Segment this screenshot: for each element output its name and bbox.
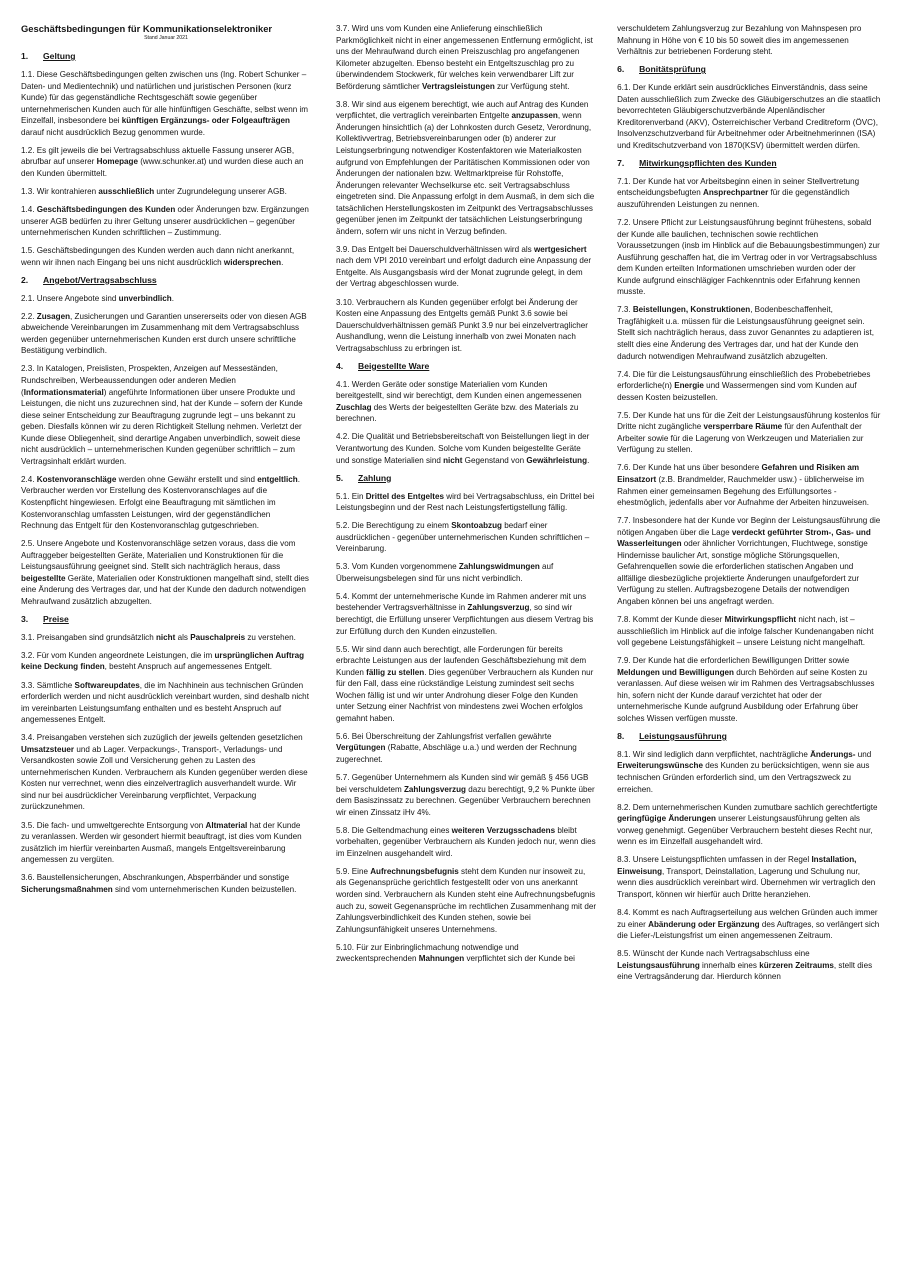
clause-paragraph	[21, 293, 309, 305]
emphasized-text: Sicherungsmaßnahmen	[21, 884, 113, 894]
clause-text: 8.1. Wir sind lediglich dann verpflichtet, nachträgliche	[617, 749, 811, 759]
clause-text: , wenn Änderungen hinsichtlich (a) der Lohnkosten durch Gesetz, Verordnung, Kollektivvertrag, Betriebsvereinbarungen oder (b) anderer zur Leistungserbringung notwendiger Kostenfaktoren wie Materialkosten aufgrund von Empfehlungen der Paritätischen Kommissionen oder von Änderungen der nationalen bzw. Weltmarktpreise für Rohstoffe, Änderungen relevanter Wechselkurse etc. seit Vertragsabschluss eingetreten sind. Die Anpassung erfolgt in dem Ausmaß, in dem sich die tatsächlichen Herstellungskosten im Zeitpunkt des Vertragsabschlusses gegenüber jenen im Zeitpunkt der tatsächlichen Leistungserbringung ändern, sofern wir uns nicht in Verzug befinden.	[336, 111, 595, 236]
emphasized-text: fällig zu stellen	[366, 667, 425, 677]
clause-text: 7.1. Der Kunde hat vor Arbeitsbeginn einen in seiner Stellvertretung entscheidungsbefugten	[617, 176, 860, 198]
section-title: Mitwirkungspflichten des Kunden	[639, 157, 777, 168]
clause-text: , so sind wir berechtigt, die Erfüllung unserer Verpflichtungen aus diesem Vertrag bis zur Erfüllung durch den Kunden einzustellen.	[336, 603, 594, 636]
clause-paragraph	[21, 538, 309, 607]
clause-text: 7.8. Kommt der Kunde dieser	[617, 615, 725, 625]
clause-text: 4.1. Werden Geräte oder sonstige Materialien vom Kunden bereitgestellt, sind wir berechtigt, dem Kunden einen angemessenen	[336, 379, 582, 401]
clause-text: 5.6. Bei Überschreitung der Zahlungsfrist verfallen gewährte	[336, 731, 552, 741]
clause-text: (Rabatte, Abschläge u.a.) und werden der Rechnung zugerechnet.	[336, 743, 577, 765]
clause-paragraph	[336, 244, 596, 290]
emphasized-text: beigestellte	[21, 573, 66, 583]
section-heading	[336, 361, 596, 372]
clause-paragraph	[617, 217, 881, 298]
clause-text: 3.4. Preisangaben verstehen sich zuzüglich der jeweils geltenden gesetzlichen	[21, 733, 303, 743]
clause-text: , besteht Anspruch auf angemessenes Entgelt.	[104, 662, 273, 672]
emphasized-text: versperrbare Räume	[703, 422, 783, 432]
clause-text: 5.5. Wir sind dann auch berechtigt, alle Forderungen für bereits erbrachte Leistungen aus der laufenden Geschäftsbeziehung mit dem Kunden	[336, 644, 587, 677]
emphasized-text: Drittel des Entgeltes	[365, 491, 444, 501]
emphasized-text: Vergütungen	[336, 743, 386, 753]
emphasized-text: Meldungen und Bewilligungen	[617, 667, 734, 677]
clause-text: .	[171, 293, 174, 303]
clause-text: für die gegenständlich auszuführenden Leistungen zu nennen.	[617, 188, 850, 210]
clause-paragraph	[21, 872, 309, 895]
clause-text: verschuldetem Zahlungsverzug zur Bezahlung von Mahnspesen pro Mahnung in Höhe von € 10 bis 50 soweit dies im angemessenen Verhältnis zur betriebenen Forderung steht.	[617, 24, 862, 57]
clause-text: 2.2.	[21, 311, 37, 321]
clause-text: 2.3. In Katalogen, Preislisten, Prospekten, Anzeigen auf Messeständen, Rundschreiben, Werbeaussendungen oder anderen Medien (	[21, 364, 278, 397]
clause-text: 7.3.	[617, 305, 633, 315]
clause-text: 3.7. Wird uns vom Kunden eine Anlieferung einschließlich Parkmöglichkeit nicht in einer angemessenen Entfernung ermöglicht, ist uns der Mehraufwand durch einen Preiszuschlag pro angefangenen Kilometer abzugelten. Ebenso besteht ein Entgeltszuschlag pro zu überwindendem Stockwerk, für welches kein verwendbarer Lift zur Beförderung sämtlicher	[336, 24, 593, 91]
clause-text: .	[587, 455, 590, 465]
clause-text: oder Änderungen bzw. Ergänzungen unserer AGB bedürfen zu ihrer Geltung unserer ausdrücklichen – gegenüber unternehmerischen Kunden schriftlichen – Zustimmung.	[21, 204, 309, 238]
clause-text: nicht nach, ist – ausschließlich im Hinblick auf die infolge falscher Kundenangaben nicht voll gegebene Leistungsfähigkeit – unsere Leistung nicht mangelhaft.	[617, 615, 874, 648]
clause-paragraph	[336, 23, 596, 92]
emphasized-text: wertgesichert	[533, 244, 587, 254]
column-2	[336, 23, 596, 989]
emphasized-text: Zahlungsverzug	[403, 784, 466, 794]
emphasized-text: widersprechen	[223, 257, 282, 267]
emphasized-text: anzupassen	[511, 111, 558, 121]
emphasized-text: künftigen Ergänzungs- oder Folgeaufträgen	[121, 116, 290, 126]
clause-text: , Bodenbeschaffenheit, Tragfähigkeit u.a. müssen für die Leistungsausführung geeignet sein. Stellt sich nachträglich heraus, dass zuvor Genanntes zu adaptieren ist, stellt dies eine Änderung des Vertrages dar, und hat der Kunde den dadurch notwendigen Mehraufwand zusätzlich abzugelten.	[617, 305, 874, 361]
clause-text: 5.9. Eine	[336, 866, 371, 876]
clause-text: 1.4.	[21, 204, 37, 214]
clause-paragraph	[617, 462, 881, 508]
clause-text: 3.1. Preisangaben sind grundsätzlich	[21, 632, 156, 642]
section-heading	[21, 614, 309, 625]
emphasized-text: Zahlungsverzug	[467, 603, 530, 613]
clause-paragraph	[617, 176, 881, 211]
clause-text: nach dem VPI 2010 vereinbart und erfolgt dadurch eine Anpassung der Entgelte. Als Ausgangsbasis wird der Monat zugrunde gelegt, in dem der Vertrag abgeschlossen wurde.	[336, 256, 592, 289]
clause-text: bedarf einer ausdrücklichen - gegenüber unternehmerischen Kunden schriftlichen – Vereinbarung.	[336, 521, 590, 554]
emphasized-text: Gewährleistung	[526, 455, 588, 465]
column-3-body	[617, 23, 881, 983]
section-title: Angebot/Vertragsabschluss	[43, 274, 157, 285]
clause-text: 3.8. Wir sind aus eigenem berechtigt, wie auch auf Antrag des Kunden verpflichtet, die vertraglich vereinbarten Entgelte	[336, 99, 589, 121]
section-number: 6.	[617, 64, 625, 75]
clause-paragraph	[21, 145, 309, 180]
emphasized-text: Energie	[674, 381, 704, 391]
emphasized-text: Zahlungswidmungen	[458, 562, 540, 572]
section-title: Leistungsausführung	[639, 730, 727, 741]
clause-text: 8.2. Dem unternehmerischen Kunden zumutbare sachlich gerechtfertigte	[617, 802, 878, 812]
clause-text: .	[281, 257, 284, 267]
clause-text: zur Verfügung steht.	[494, 81, 570, 91]
section-number: 8.	[617, 730, 625, 741]
clause-text: verpflichtet sich der Kunde bei	[464, 954, 575, 964]
emphasized-text: kürzeren Zeitraums	[759, 960, 834, 970]
clause-text: , stellt dies eine Vertragsänderung dar. Hierdurch können	[617, 960, 873, 982]
clause-text: (www.schunker.at) und wurden diese auch an den Kunden übermittelt.	[21, 157, 304, 178]
clause-text: 6.1. Der Kunde erklärt sein ausdrückliches Einverständnis, dass seine Daten ausschließlich zum Zwecke des Gläubigerschutzes an die staatlich bevorrechteten Gläubigerschutzverbände Alpenländischer Kreditorenverband (AKV), Österreichischer Verband Creditreform (ÖVC), Insolvenzschutzverband für Arbeitnehmer oder Arbeitnehmerinnen (ISA) und Kreditschutzverband von 1870(KSV) übermittelt werden dürfen.	[617, 83, 881, 150]
clause-text: 7.4. Die für die Leistungsausführung einschließlich des Probebetriebes erforderliche(n)	[617, 369, 871, 391]
clause-paragraph	[617, 948, 881, 983]
emphasized-text: Änderungs-	[810, 749, 856, 759]
section-heading	[617, 731, 881, 742]
column-1-body	[21, 51, 309, 895]
clause-paragraph	[336, 591, 596, 637]
clause-text: 2.4.	[21, 474, 37, 484]
clause-paragraph	[21, 245, 309, 268]
clause-text: Gegenstand von	[462, 455, 527, 465]
emphasized-text: ausschließlich	[98, 186, 155, 196]
clause-text: 8.5. Wünscht der Kunde nach Vertragsabschluss eine	[617, 949, 810, 959]
section-heading	[21, 51, 309, 62]
emphasized-text: Zusagen	[36, 311, 71, 321]
clause-paragraph	[336, 99, 596, 238]
emphasized-text: Umsatzsteuer	[21, 744, 75, 754]
clause-paragraph	[617, 369, 881, 404]
section-title: Preise	[43, 613, 69, 624]
column-3	[617, 23, 881, 989]
clause-text: 5.2. Die Berechtigung zu einem	[336, 521, 452, 531]
clause-paragraph	[617, 655, 881, 724]
clause-text: 5.10. Für zur Einbringlichmachung notwendige und zweckentsprechenden	[336, 942, 519, 964]
emphasized-text: Informationsmaterial	[23, 387, 104, 397]
clause-text: und Wassermengen sind vom Kunden auf dessen Kosten beizustellen.	[617, 381, 857, 402]
section-number: 5.	[336, 472, 344, 483]
clause-text: , Transport, Deinstallation, Lagerung und Schulung nur, wenn dies ausdrücklich vereinbart wird. Übernehmen wir vertraglich den Transport, können wir hierfür auch Dritte heranziehen.	[617, 866, 876, 899]
clause-continuation	[617, 23, 881, 58]
clause-paragraph	[21, 311, 309, 357]
emphasized-text: geringfügige Änderungen	[617, 814, 716, 824]
clause-text: durch Behörden auf seine Kosten zu veranlassen. Auf diese weisen wir im Rahmen des Vertragsabschlusses hin, sofern nicht der Kunde darauf verzichtet hat oder der unternehmerische Kunde aufgrund Ausbildung oder Erfahrung über solches Wissen verfügen musste.	[617, 667, 875, 723]
clause-paragraph	[21, 632, 309, 644]
clause-paragraph	[336, 561, 596, 584]
emphasized-text: nicht	[155, 632, 176, 642]
clause-text: zu verstehen.	[245, 632, 296, 642]
clause-text: 1.2. Es gilt jeweils die bei Vertragsabschluss aktuelle Fassung unserer AGB, abrufbar auf unserer	[21, 145, 295, 167]
clause-text: 3.5. Die fach- und umweltgerechte Entsorgung von	[21, 820, 206, 830]
clause-text: 5.3. Vom Kunden vorgenommene	[336, 562, 459, 572]
clause-text: 1.3. Wir kontrahieren	[21, 186, 99, 196]
column-1	[21, 23, 309, 989]
clause-paragraph	[617, 854, 881, 900]
clause-text: 8.4. Kommt es nach Auftragserteilung aus welchen Gründen auch immer zu einer	[617, 908, 878, 929]
emphasized-text: Erweiterungswünsche	[617, 761, 703, 771]
section-number: 4.	[336, 360, 344, 371]
emphasized-text: Abänderung oder Ergänzung	[648, 919, 760, 929]
section-title: Bonitätsprüfung	[639, 64, 706, 75]
emphasized-text: Homepage	[96, 157, 138, 167]
clause-text: 3.3. Sämtliche	[21, 680, 75, 690]
clause-paragraph	[21, 186, 309, 198]
section-title: Geltung	[43, 51, 76, 61]
emphasized-text: Aufrechnungsbefugnis	[370, 866, 459, 876]
clause-paragraph	[617, 614, 881, 649]
clause-text: 7.5. Der Kunde hat uns für die Zeit der Leistungsausführung kostenlos für Dritte nicht zugängliche	[617, 410, 881, 432]
section-number: 1.	[21, 51, 29, 61]
emphasized-text: Ansprechpartner	[703, 188, 769, 198]
clause-text: des Werts der beigestellten Geräte bzw. des Materials zu berechnen.	[336, 402, 579, 424]
clause-text: 2.5. Unsere Angebote und Kostenvoranschläge setzen voraus, dass die vom Auftraggeber beigestellten Geräte, Materialien und Konstruktionen für die Leistungsausführung geeignet sind. Stellt sich nachträglich heraus, dass	[21, 539, 296, 572]
section-number: 7.	[617, 157, 625, 168]
clause-text: 5.4. Kommt der unternehmerische Kunde im Rahmen anderer mit uns bestehender Vertragsverhältnisse in	[336, 591, 587, 613]
emphasized-text: Beistellungen, Konstruktionen	[632, 305, 751, 315]
emphasized-text: Mahnungen	[418, 954, 465, 964]
clause-paragraph	[336, 731, 596, 766]
column-container	[21, 23, 881, 989]
emphasized-text: Vertragsleistungen	[421, 81, 495, 91]
clause-paragraph	[336, 942, 596, 965]
document-date: Stand Januar 2021	[144, 35, 188, 41]
clause-text: 5.1. Ein	[336, 491, 366, 501]
clause-paragraph	[336, 866, 596, 935]
clause-paragraph	[617, 907, 881, 942]
clause-text: des Kunden zu berücksichtigen, wenn sie aus technischen Gründen erforderlich sind, um den Vertragszweck zu erreichen.	[617, 761, 870, 794]
clause-text: 5.8. Die Geltendmachung eines	[336, 825, 452, 835]
clause-paragraph	[21, 204, 309, 239]
clause-paragraph	[21, 69, 309, 138]
section-heading	[21, 275, 309, 286]
clause-text: 8.3. Unsere Leistungspflichten umfassen in der Regel	[617, 855, 812, 865]
clause-text: auf Überweisungsbelegen sind für uns nicht verbindlich.	[336, 562, 554, 583]
clause-text: , Zusicherungen und Garantien unsererseits oder von diesen AGB abweichende Vereinbarungen im Zusammenhang mit dem Vertragsabschluss werden gegenüber unternehmerischen Kunden erst durch unsere schriftliche Bestätigung verbindlich.	[21, 311, 307, 356]
emphasized-text: Pauschalpreis	[190, 632, 246, 642]
clause-paragraph	[21, 820, 309, 866]
clause-paragraph	[617, 802, 881, 848]
clause-text: innerhalb eines	[699, 960, 760, 970]
clause-text: 3.6. Baustellensicherungen, Abschrankungen, Absperrbänder und sonstige	[21, 873, 290, 883]
clause-text: des Auftrages, so verlängert sich die Liefer-/Leistungsfrist um einen angemessenen Zeitraum.	[617, 919, 880, 941]
clause-paragraph	[617, 410, 881, 456]
clause-paragraph	[336, 772, 596, 818]
clause-text: Geräte, Materialien oder Konstruktionen mangelhaft sind, stellt dies eine Änderung des Vertrages dar, und hat der Kunde den dadurch notwendigen Mehraufwand zusätzlich abzugelten.	[21, 573, 309, 606]
clause-text: . Dies gegenüber Verbrauchern als Kunden nur für den Fall, dass eine rückständige Leistung zumindest seit sechs Wochen fällig ist und wir unter Androhung dieser Folge den Kunden unter Setzung einer Nachfrist von mindestens zwei Wochen erfolglos gemahnt haben.	[336, 667, 594, 723]
clause-text: wird bei Vertragsabschluss, ein Drittel bei Leistungsbeginn und der Rest nach Leistungsfertigstellung fällig.	[336, 491, 595, 513]
clause-paragraph	[21, 474, 309, 532]
section-title: Beigestellte Ware	[358, 360, 430, 371]
clause-text: 2.1. Unsere Angebote sind	[21, 293, 119, 303]
clause-paragraph	[617, 749, 881, 795]
clause-text: , die im Nachhinein aus technischen Gründen erforderlich werden und nicht ausdrücklich vereinbart wurden, sind deshalb nicht im vereinbarten Leistungsumfang enthalten und es besteht Anspruch auf angemessenes Entgelt.	[21, 680, 309, 725]
emphasized-text: verdeckt geführter Strom-, Gas- und Wasserleitungen	[617, 527, 871, 549]
clause-text: unter Zugrundelegung unserer AGB.	[154, 186, 287, 196]
clause-text: oder ähnlicher Vorrichtungen, Fluchtwege, sonstige Hindernisse baulicher Art, sonstige mögliche Störungsquellen, Gefahrenquellen sowie die erforderlichen statischen Angaben und allfällige diesbezügliche projektierte Änderungen unaufgefordert zur Verfügung zu stellen. Auftragsbezogene Details der notwendigen Angaben können bei uns angefragt werden.	[617, 539, 868, 606]
clause-paragraph	[21, 650, 309, 673]
clause-text: für den Aufenthalt der Arbeiter sowie für die Lagerung von Werkzeugen und Materialien zur Verfügung zu stellen.	[617, 422, 864, 455]
clause-paragraph	[617, 304, 881, 362]
clause-text: 5.7. Gegenüber Unternehmern als Kunden sind wir gemäß § 456 UGB bei verschuldetem	[336, 773, 589, 794]
clause-text: 3.2. Für vom Kunden angeordnete Leistungen, die im	[21, 650, 215, 660]
clause-paragraph	[21, 732, 309, 813]
clause-text: ) angeführte Informationen über unsere Produkte und Leistungen, die nicht uns zuzurechnen sind, hat der Kunde – sofern der Kunde diese seiner Entscheidung zur Beauftragung zugrunde legt – uns bekannt zu geben. Diesfalls können wir zu deren Richtigkeit Stellung nehmen. Verletzt der Kunde diese Obliegenheit, sind derartige Angaben unverbindlich, soweit diese nicht ausdrücklich – unternehmerischen Kunden gegenüber schriftlich – zum Vertragsinhalt erklärt wurden.	[21, 387, 303, 466]
emphasized-text: nicht	[443, 455, 463, 465]
document-title: Geschäftsbedingungen für Kommunikationselektroniker	[21, 23, 273, 34]
clause-text: dazu berechtigt, 9,2 % Punkte über dem Basiszinssatz zu berechnen. Gegenüber Verbrauchern berechnen wir einen Zinssatz iHv 4%.	[336, 784, 595, 817]
clause-text: . Verbraucher werden vor Erstellung des Kostenvoranschlages auf die Kostenpflicht hingewiesen. Erfolgt eine Beauftragung mit sämtlichen im Kostenvoranschlag umfassten Leistungen, wird der gegenständlichen Rechnung das Entgelt für den Kostenvoranschlag gutgeschrieben.	[21, 474, 300, 531]
emphasized-text: Mitwirkungspflicht	[724, 615, 797, 625]
emphasized-text: Altmaterial	[205, 820, 248, 830]
clause-text: (z.B. Brandmelder, Rauchmelder usw.) - üblicherweise im Rahmen einer gemeinsamen Begehung des Erfüllungsortes - ehestmöglich, jedenfalls aber vor Aufnahme der Arbeiten hinzuweisen.	[617, 475, 870, 508]
section-heading	[617, 64, 881, 75]
clause-paragraph	[336, 520, 596, 555]
clause-text: 7.9. Der Kunde hat die erforderlichen Bewilligungen Dritter sowie	[617, 656, 850, 666]
emphasized-text: ursprünglichen Auftrag keine Deckung finden	[21, 650, 305, 672]
clause-text: werden ohne Gewähr erstellt und sind	[116, 474, 258, 484]
clause-paragraph	[336, 297, 596, 355]
clause-text: hat der Kunde zu veranlassen. Werden wir gesondert hiermit beauftragt, ist dies vom Kunden zusätzlich im hierfür vereinbarten Ausmaß, mangels Entgeltsvereinbarung angemessen zu vergüten.	[21, 820, 302, 865]
clause-text: als	[175, 632, 191, 642]
clause-text: unserer Leistungsausführung gelten als vorweg genehmigt. Gegenüber Verbrauchern besteht dieses Recht nur, wenn es im Einzelfall ausgehandelt wird.	[617, 814, 873, 847]
emphasized-text: Skontoabzug	[451, 521, 502, 531]
clause-paragraph	[336, 825, 596, 860]
clause-paragraph	[617, 515, 881, 607]
section-heading	[336, 473, 596, 484]
emphasized-text: Geschäftsbedingungen des Kunden	[36, 204, 176, 214]
section-number: 3.	[21, 613, 29, 624]
clause-text: darauf nicht ausdrücklich Bezug genommen wurde.	[21, 127, 206, 137]
clause-text: steht dem Kunden nur insoweit zu, als Gegenansprüche gerichtlich festgestellt oder von uns anerkannt worden sind. Verbrauchern als Kunden steht eine Aufrechnungsbefugnis auch zu, soweit Gegenansprüche im rechtlichen Zusammenhang mit der Zahlungsverbindlichkeit des Kunden stehen, sowie bei Zahlungsunfähigkeit unseres Unternehmens.	[336, 866, 597, 934]
column-2-body	[336, 23, 596, 965]
clause-text: und ab Lager. Verpackungs-, Transport-, Verladungs- und Versandkosten sowie Zoll und Versicherung gehen zu Lasten des unternehmerischen Kunden. Verbrauchern als Kunden gegenüber werden diese Kosten nur verrechnet, wenn dies einzelvertraglich ausverhandelt wurde. Wir sind nur bei ausdrücklicher Vereinbarung verpflichtet, Verpackung zurückzunehmen.	[21, 744, 308, 812]
clause-text: 4.2. Die Qualität und Betriebsbereitschaft von Beistellungen liegt in der Verantwortung des Kunden. Solche vom Kunden beigestellte Geräte und sonstige Materialien sind	[336, 432, 590, 465]
emphasized-text: Softwareupdates	[74, 680, 140, 690]
clause-paragraph	[336, 644, 596, 725]
emphasized-text: Installation, Einweisung	[617, 855, 857, 876]
emphasized-text: Gefahren und Risiken am Einsatzort	[617, 463, 860, 484]
clause-paragraph	[21, 680, 309, 726]
clause-text: und	[855, 749, 872, 759]
clause-text: 1.5. Geschäftsbedingungen des Kunden werden auch dann nicht anerkannt, wenn wir ihnen nach Eingang bei uns nicht ausdrücklich	[21, 246, 295, 267]
clause-text: bleibt vorbehalten, gegenüber Verbrauchern als Kunden jedoch nur, wenn dies im Einzelnen ausgehandelt wird.	[336, 825, 596, 858]
emphasized-text: Kostenvoranschläge	[36, 474, 117, 484]
emphasized-text: weiteren Verzugsschadens	[451, 825, 556, 835]
emphasized-text: Leistungsausführung	[617, 960, 700, 970]
clause-paragraph	[617, 82, 881, 151]
clause-text: 1.1. Diese Geschäftsbedingungen gelten zwischen uns (Ing. Robert Schunker – Daten- und Medientechnik) und natürlichen und juristischen Personen (kurz Kunde) für das gegenständliche Rechtsgeschäft sowie gegenüber unternehmerischen Kunden auch für alle hinfünftigen Geschäfte, selbst wenn im Einzelfall, insbesondere bei	[21, 70, 309, 126]
clause-paragraph	[336, 491, 596, 514]
section-heading	[617, 158, 881, 169]
clause-paragraph	[336, 431, 596, 466]
emphasized-text: Zuschlag	[336, 402, 372, 412]
clause-paragraph	[336, 379, 596, 425]
clause-paragraph	[21, 363, 309, 467]
clause-text: 3.10. Verbrauchern als Kunden gegenüber erfolgt bei Änderung der Kosten eine Anpassung des Entgelts gemäß Punkt 3.6 sowie bei Dauerschuldverhältnissen gemäß Punkt 3.9 nur bei einzelvertraglicher Aushandlung, wenn die Leistung innerhalb von zwei Monaten nach Vertragsabschluss zu erbringen ist.	[336, 297, 588, 353]
clause-text: 3.9. Das Entgelt bei Dauerschuldverhältnissen wird als	[336, 244, 534, 254]
section-title: Zahlung	[358, 472, 392, 483]
clause-text: 7.2. Unsere Pflicht zur Leistungsausführung beginnt frühestens, sobald der Kunde alle baulichen, technischen sowie rechtlichen Voraussetzungen (insb im Hinblick auf die Bebauungsbestimmungen) zur Ausführung geschaffen hat, die im Vertrag oder in vor Vertragsabschluss dem Kunden erteilten Informationen umschrieben wurden oder der Kunde aufgrund einschlägiger Fachkenntnis oder Erfahrung kennen musste.	[617, 218, 880, 297]
emphasized-text: entgeltlich	[257, 474, 298, 484]
clause-text: 7.6. Der Kunde hat uns über besondere	[617, 463, 762, 473]
clause-text: sind vom unternehmerischen Kunden beizustellen.	[112, 884, 297, 894]
section-number: 2.	[21, 274, 29, 285]
clause-text: 7.7. Insbesondere hat der Kunde vor Beginn der Leistungsausführung die nötigen Angaben über die Lage	[617, 516, 881, 537]
emphasized-text: unverbindlich	[118, 293, 172, 303]
